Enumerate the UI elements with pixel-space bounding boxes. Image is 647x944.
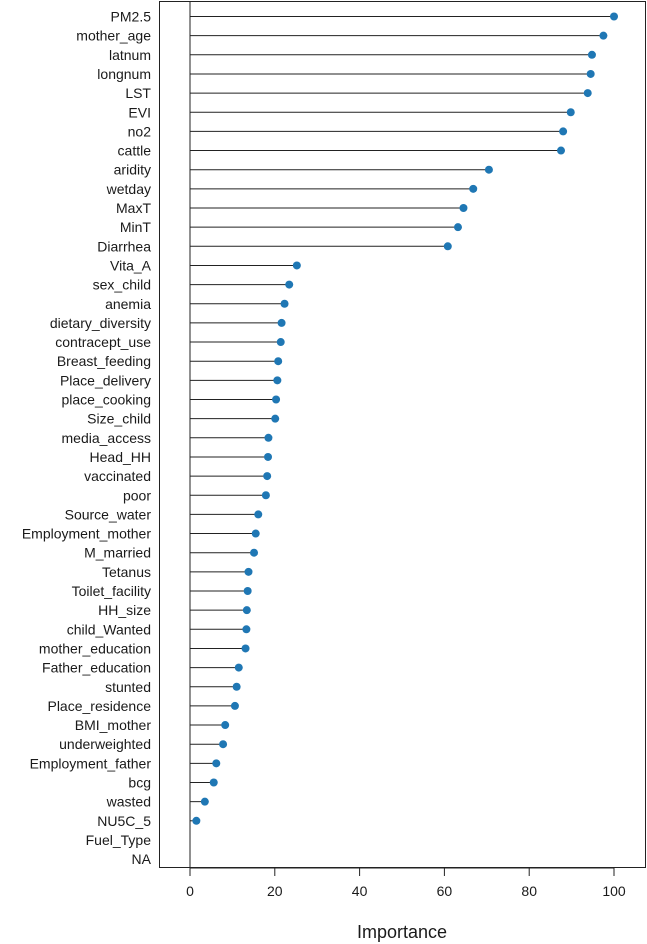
category-label: LST [125, 85, 151, 102]
data-point [221, 721, 229, 729]
data-point [263, 472, 271, 480]
category-label: mother_age [76, 27, 151, 44]
data-point [245, 568, 253, 576]
category-label: place_cooking [61, 391, 151, 408]
data-point [557, 147, 565, 155]
data-point [567, 108, 575, 116]
data-point [584, 89, 592, 97]
data-point [231, 702, 239, 710]
x-tick-label: 20 [267, 883, 283, 899]
category-label: Source_water [64, 506, 151, 523]
stems-group [190, 17, 614, 821]
data-point [610, 13, 618, 21]
data-point [274, 357, 282, 365]
data-point [588, 51, 596, 59]
x-tick-label: 40 [351, 883, 368, 899]
data-point [242, 644, 250, 652]
data-point [235, 664, 243, 672]
data-point [271, 415, 279, 423]
category-label: MaxT [116, 200, 151, 216]
data-point [262, 491, 270, 499]
category-label: Place_residence [47, 697, 151, 714]
category-label: sex_child [92, 276, 151, 293]
category-label: Fuel_Type [85, 831, 151, 848]
data-point [272, 396, 280, 404]
x-axis-title: Importance [356, 922, 448, 942]
category-label: HH_size [98, 602, 151, 619]
category-label: Tetanus [101, 563, 151, 580]
category-label: PM2.5 [110, 8, 151, 25]
data-point [599, 32, 607, 40]
data-point [285, 281, 293, 289]
data-point [243, 606, 251, 614]
x-axis [186, 868, 626, 899]
x-tick-label: 0 [186, 883, 194, 899]
data-point [233, 683, 241, 691]
data-point [273, 376, 281, 384]
data-point [559, 127, 567, 135]
category-label: bcg [128, 774, 151, 791]
data-point [192, 817, 200, 825]
category-label: vaccinated [84, 468, 151, 485]
category-label: NU5C_5 [97, 812, 151, 829]
category-label: child_Wanted [66, 621, 151, 638]
data-point [587, 70, 595, 78]
data-point [244, 587, 252, 595]
category-label: cattle [117, 142, 151, 159]
category-label: Breast_feeding [56, 353, 151, 370]
category-label: Size_child [87, 410, 151, 427]
category-label: MinT [119, 219, 151, 236]
category-label: mother_education [38, 640, 151, 657]
category-label: Toilet_facility [71, 583, 151, 599]
data-point [242, 625, 250, 633]
data-point [210, 779, 218, 787]
category-label: Place_delivery [59, 372, 151, 389]
category-label: no2 [127, 123, 151, 140]
category-label: Vita_A [110, 257, 151, 274]
data-point [281, 300, 289, 308]
category-label: Father_education [42, 659, 151, 676]
data-point [212, 759, 220, 767]
category-label: poor [122, 487, 151, 504]
category-labels-group [22, 9, 152, 868]
category-label: anemia [105, 295, 151, 312]
category-label: EVI [128, 104, 151, 121]
category-label: longnum [97, 65, 151, 82]
category-label: dietary_diversity [49, 314, 151, 331]
x-tick-label: 80 [521, 883, 537, 899]
category-label: Employment_father [29, 755, 151, 772]
data-point [278, 319, 286, 327]
data-point [485, 166, 493, 174]
data-point [219, 740, 227, 748]
data-point [469, 185, 477, 193]
data-point [201, 798, 209, 806]
category-label: BMI_mother [74, 717, 151, 734]
category-label: latnum [108, 46, 151, 63]
data-point [277, 338, 285, 346]
category-label: wasted [106, 793, 151, 810]
category-label: NA [131, 851, 151, 868]
data-point [293, 261, 301, 269]
x-tick-label: 100 [602, 883, 626, 899]
data-point [264, 434, 272, 442]
category-label: stunted [105, 678, 151, 695]
data-point [444, 242, 452, 250]
data-point [254, 510, 262, 518]
data-point [264, 453, 272, 461]
category-label: Head_HH [89, 448, 151, 465]
category-label: Diarrhea [97, 238, 151, 255]
data-point [454, 223, 462, 231]
data-point [459, 204, 467, 212]
category-label: Employment_mother [21, 525, 151, 542]
category-label: M_married [84, 544, 151, 561]
category-label: media_access [61, 429, 151, 446]
category-label: contracept_use [55, 334, 151, 351]
category-label: underweighted [59, 736, 151, 753]
data-point [252, 530, 260, 538]
x-tick-label: 60 [436, 883, 453, 899]
category-label: wetday [106, 180, 151, 197]
data-point [250, 549, 258, 557]
category-label: aridity [113, 161, 151, 178]
